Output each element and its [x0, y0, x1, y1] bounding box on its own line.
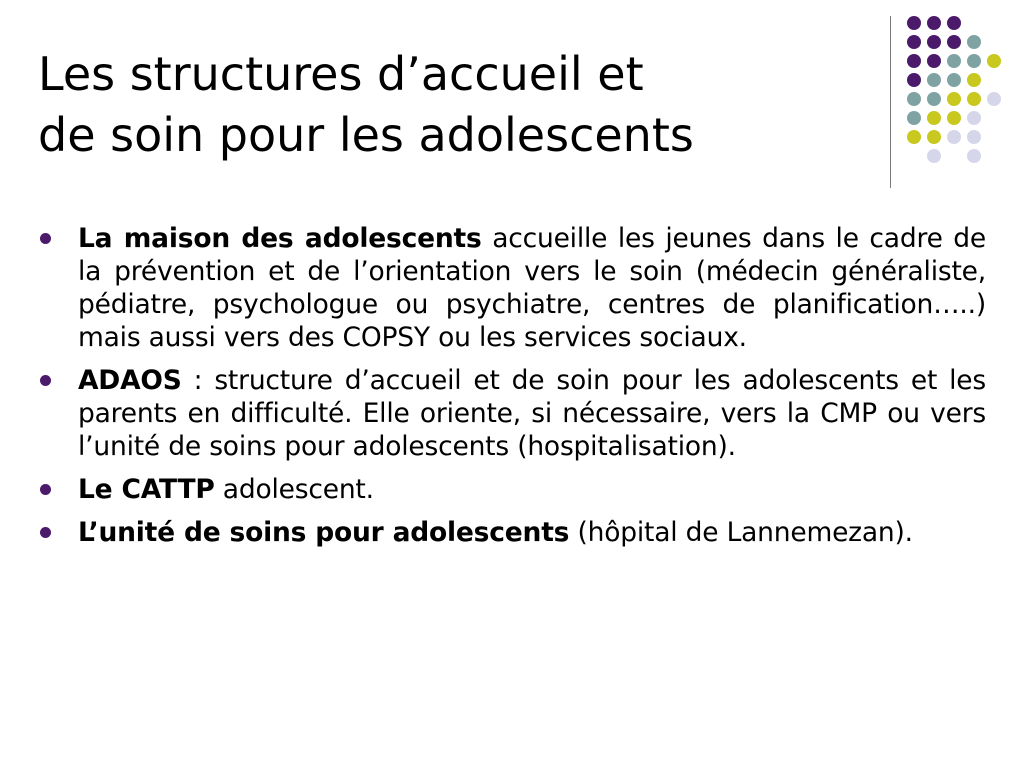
bullet-icon: [40, 527, 51, 538]
decorative-dot: [947, 130, 961, 144]
decorative-dot: [927, 92, 941, 106]
decorative-dot: [927, 16, 941, 30]
dot-spacer: [987, 111, 1001, 125]
slide-title-line-1: Les structures d’accueil et: [38, 47, 644, 101]
decorative-dot: [927, 35, 941, 49]
decorative-dot: [947, 111, 961, 125]
dot-spacer: [987, 130, 1001, 144]
decorative-dot: [907, 54, 921, 68]
bullet-heading: L’unité de soins pour adolescents: [78, 517, 570, 548]
decorative-dot: [967, 130, 981, 144]
decorative-dot: [907, 111, 921, 125]
bullet-text: adolescent.: [214, 474, 374, 505]
decorative-dot: [967, 35, 981, 49]
decorative-dot: [927, 111, 941, 125]
dot-spacer: [987, 149, 1001, 163]
bullet-heading: La maison des adolescents: [78, 223, 482, 254]
dot-spacer: [987, 16, 1001, 30]
decorative-dot: [907, 16, 921, 30]
decorative-dot: [927, 149, 941, 163]
decorative-dot: [967, 149, 981, 163]
bullet-text: accueille les jeunes dans le cadre de la prévention et de l’orientation vers le soin (médecin généraliste, pédiatre, psychologue ou psychiatre, centres de planification…..) mais aussi vers des COPSY ou les services sociaux.: [78, 223, 986, 353]
decorative-dot: [967, 54, 981, 68]
decorative-dot: [987, 54, 1001, 68]
dot-spacer: [947, 149, 961, 163]
bullet-icon: [40, 233, 51, 244]
dot-spacer: [967, 16, 981, 30]
decorative-dot: [927, 73, 941, 87]
slide-title-line-2: de soin pour les adolescents: [38, 108, 694, 162]
bullet-text: : structure d’accueil et de soin pour les adolescents et les parents en difficulté. Elle oriente, si nécessaire, vers la CMP ou vers l’unité de soins pour adolescents (hospitalisation).: [78, 365, 986, 462]
bullet-item-cattp: [38, 473, 986, 506]
bullet-icon: [40, 375, 51, 386]
decorative-dot: [907, 73, 921, 87]
decorative-dot: [907, 92, 921, 106]
decorative-dot: [987, 92, 1001, 106]
decorative-dot: [947, 54, 961, 68]
bullet-heading: Le CATTP: [78, 474, 215, 505]
decorative-dot: [907, 35, 921, 49]
decorative-dot: [947, 35, 961, 49]
decorative-dot: [947, 73, 961, 87]
bullet-text: (hôpital de Lannemezan).: [569, 517, 913, 548]
decorative-dot: [927, 130, 941, 144]
decorative-dot: [967, 73, 981, 87]
slide-title: [38, 44, 838, 166]
dot-spacer: [987, 35, 1001, 49]
title-divider: [890, 16, 891, 188]
decorative-dot: [947, 92, 961, 106]
bullet-item-adaos: [38, 364, 986, 463]
decorative-dot: [907, 130, 921, 144]
bullet-item-unite-de-soins: [38, 516, 986, 549]
decorative-dot: [947, 16, 961, 30]
decorative-dot-grid: [907, 16, 1001, 163]
decorative-dot: [927, 54, 941, 68]
dot-spacer: [907, 149, 921, 163]
bullet-heading: ADAOS: [78, 365, 182, 396]
bullet-icon: [40, 484, 51, 495]
bullet-item-maison-des-adolescents: [38, 222, 986, 354]
decorative-dot: [967, 92, 981, 106]
decorative-dot: [967, 111, 981, 125]
dot-spacer: [987, 73, 1001, 87]
bullet-list: [38, 222, 986, 559]
